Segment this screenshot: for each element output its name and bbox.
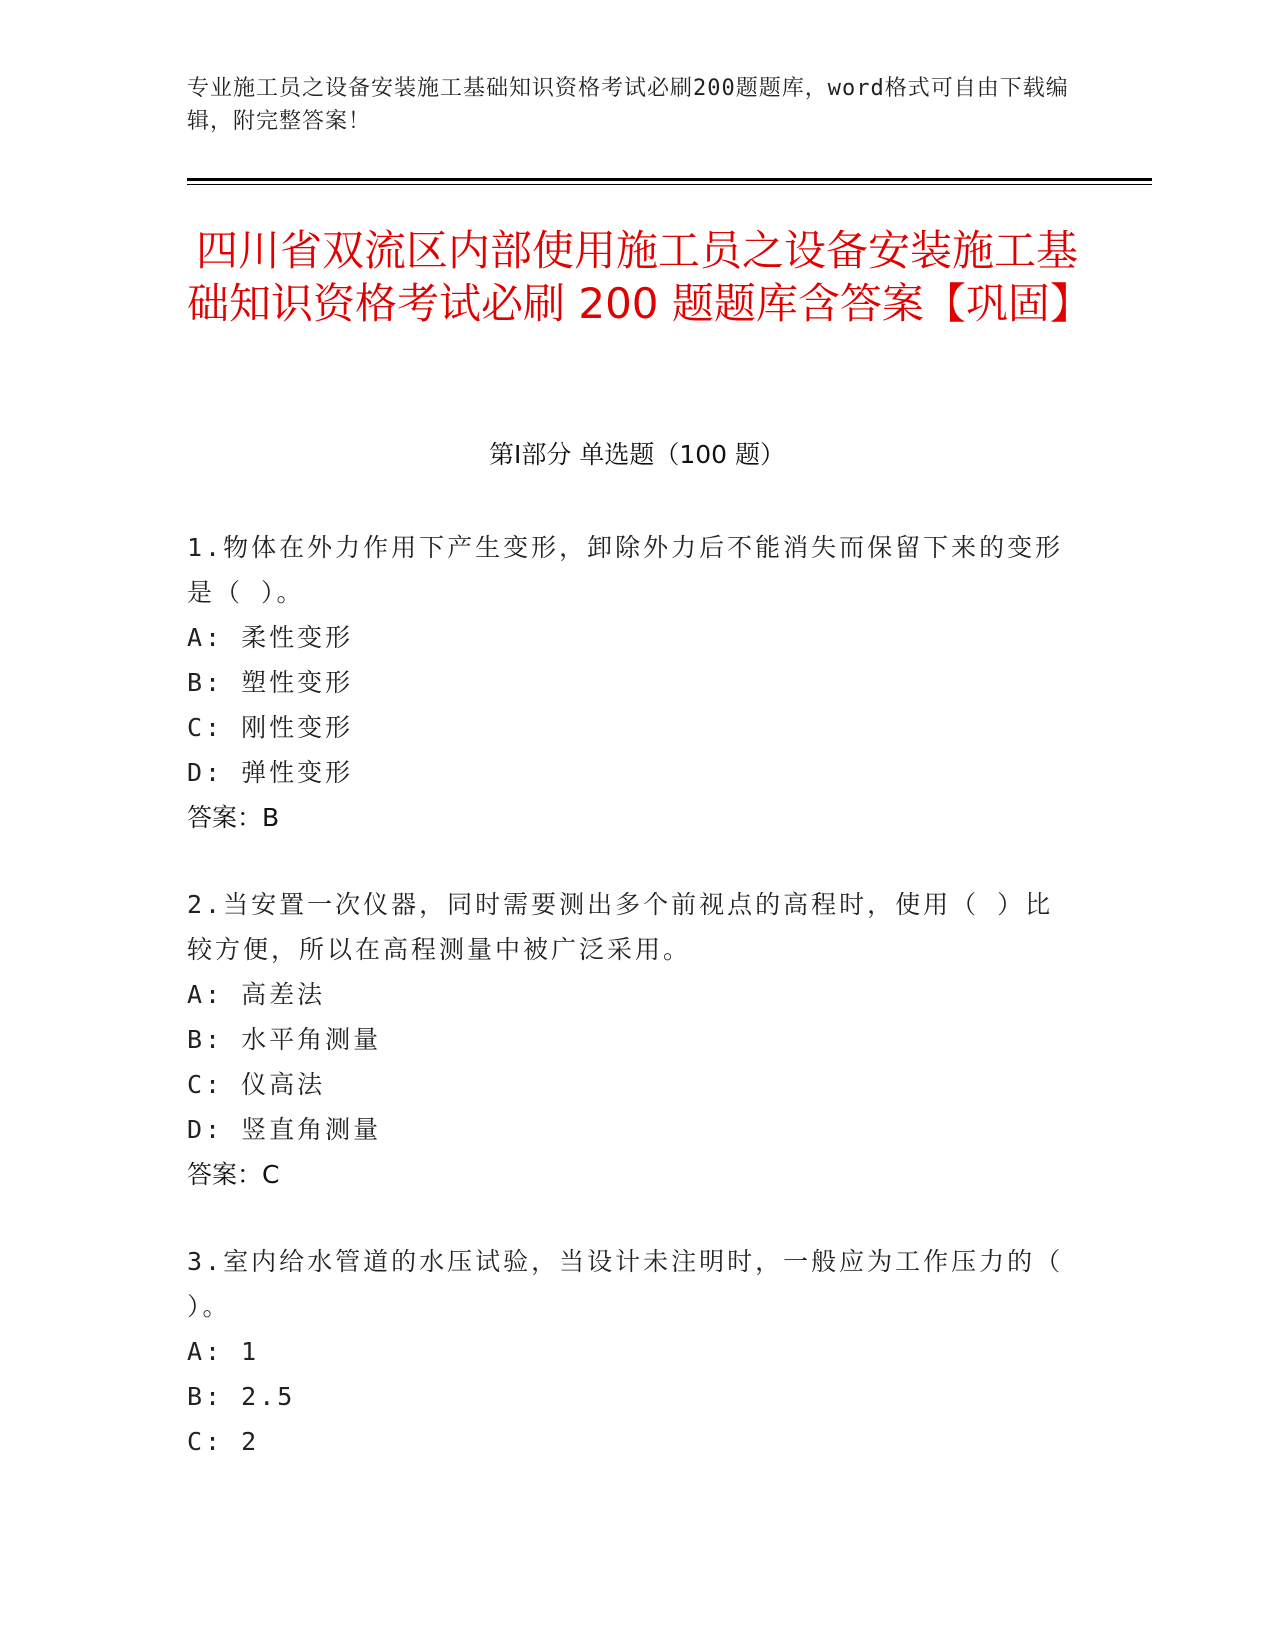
option-c: C: 仪高法 — [187, 1070, 326, 1099]
answer: 答案：B — [187, 803, 280, 832]
question-stem: 1.物体在外力作用下产生变形，卸除外力后不能消失而保留下来的变形是（ ）。 — [187, 533, 1064, 607]
header-divider-thick — [187, 178, 1152, 181]
answer: 答案：C — [187, 1160, 280, 1189]
option-a: A: 柔性变形 — [187, 623, 354, 652]
option-a: A: 高差法 — [187, 980, 326, 1009]
question-1 — [187, 525, 1067, 840]
option-c: C: 2 — [187, 1427, 260, 1456]
option-b: B: 2.5 — [187, 1382, 296, 1411]
option-d: D: 弹性变形 — [187, 758, 354, 787]
header-note: 专业施工员之设备安装施工基础知识资格考试必刷200题题库，word格式可自由下载编辑，附完整答案！ — [187, 76, 1069, 134]
question-list — [187, 525, 1067, 1506]
option-b: B: 水平角测量 — [187, 1025, 382, 1054]
document-title: 四川省双流区内部使用施工员之设备安装施工基础知识资格考试必刷 200 题题库含答案【巩固】 — [187, 226, 1092, 328]
option-c: C: 刚性变形 — [187, 713, 354, 742]
section-heading: 第Ⅰ部分 单选题（100 题） — [489, 440, 785, 469]
option-a: A: 1 — [187, 1337, 260, 1366]
option-d: D: 竖直角测量 — [187, 1115, 382, 1144]
header-divider-thin — [187, 184, 1152, 185]
question-2 — [187, 882, 1067, 1197]
question-stem: 3.室内给水管道的水压试验，当设计未注明时，一般应为工作压力的（ ）。 — [187, 1247, 1064, 1321]
question-stem: 2.当安置一次仪器，同时需要测出多个前视点的高程时，使用（ ）比较方便，所以在高程测量中被广泛采用。 — [187, 890, 1054, 964]
question-3 — [187, 1239, 1067, 1464]
option-b: B: 塑性变形 — [187, 668, 354, 697]
